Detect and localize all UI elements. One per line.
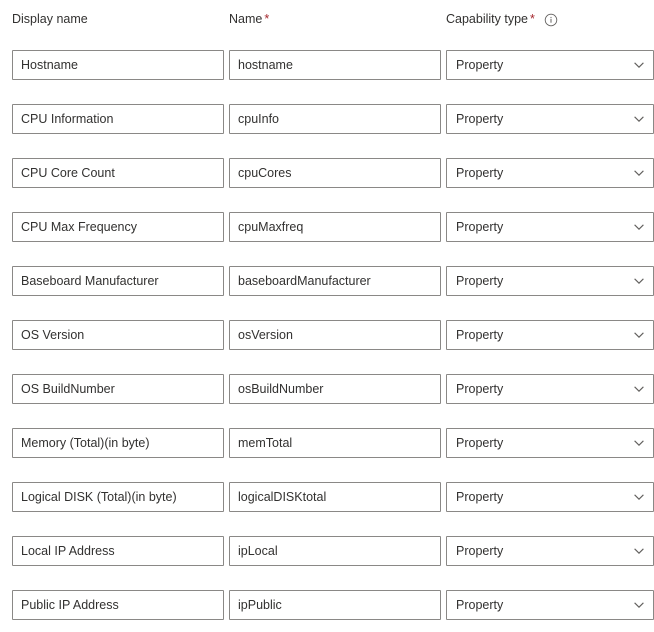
- display-name-cell: [12, 428, 224, 458]
- display-name-cell: [12, 482, 224, 512]
- capability-type-cell: [446, 104, 654, 134]
- name-input[interactable]: [229, 212, 441, 242]
- chevron-down-icon: [633, 599, 645, 611]
- display-name-input[interactable]: [12, 266, 224, 296]
- display-name-input[interactable]: [12, 428, 224, 458]
- capability-type-select[interactable]: [446, 428, 654, 458]
- display-name-input[interactable]: [12, 320, 224, 350]
- display-name-cell: [12, 212, 224, 242]
- display-name-cell: [12, 50, 224, 80]
- display-name-input[interactable]: [12, 158, 224, 188]
- column-header-capability-type: [446, 11, 654, 27]
- table-row: [0, 362, 654, 416]
- display-name-input[interactable]: [12, 374, 224, 404]
- capability-type-value: Property: [456, 112, 504, 126]
- capability-type-select-box[interactable]: [446, 482, 654, 512]
- capability-type-value: Property: [456, 490, 504, 504]
- column-header-capability-type-text: Capability type: [446, 12, 528, 26]
- capability-type-cell: [446, 590, 654, 620]
- chevron-down-icon: [633, 221, 645, 233]
- capability-type-value: Property: [456, 166, 504, 180]
- capability-type-select[interactable]: [446, 212, 654, 242]
- display-name-cell: [12, 590, 224, 620]
- name-input[interactable]: [229, 158, 441, 188]
- required-asterisk: *: [530, 12, 535, 26]
- column-header-display-name: Display name: [12, 12, 88, 26]
- name-input[interactable]: [229, 428, 441, 458]
- capability-type-select-box[interactable]: [446, 50, 654, 80]
- name-input[interactable]: [229, 50, 441, 80]
- capability-type-select[interactable]: [446, 266, 654, 296]
- table-row: [0, 308, 654, 362]
- column-header-name-text: Name: [229, 12, 263, 26]
- capability-type-cell: [446, 428, 654, 458]
- capability-type-value: Property: [456, 436, 504, 450]
- capability-type-cell: [446, 266, 654, 296]
- table-row: [0, 416, 654, 470]
- display-name-input[interactable]: [12, 590, 224, 620]
- capability-type-select[interactable]: [446, 50, 654, 80]
- capability-type-cell: [446, 320, 654, 350]
- capability-type-select[interactable]: [446, 104, 654, 134]
- capability-rows: [0, 38, 654, 632]
- display-name-cell: [12, 266, 224, 296]
- chevron-down-icon: [633, 383, 645, 395]
- chevron-down-icon: [633, 437, 645, 449]
- capability-type-select-box[interactable]: [446, 320, 654, 350]
- capability-type-value: Property: [456, 328, 504, 342]
- capability-type-select[interactable]: [446, 320, 654, 350]
- name-input[interactable]: [229, 536, 441, 566]
- table-row: [0, 200, 654, 254]
- capability-type-select[interactable]: [446, 374, 654, 404]
- capability-type-value: Property: [456, 220, 504, 234]
- chevron-down-icon: [633, 275, 645, 287]
- display-name-cell: [12, 320, 224, 350]
- capability-type-select-box[interactable]: [446, 374, 654, 404]
- name-cell: [229, 158, 441, 188]
- capability-type-cell: [446, 50, 654, 80]
- column-header-name: [229, 11, 441, 27]
- display-name-input[interactable]: [12, 50, 224, 80]
- capability-type-select-box[interactable]: [446, 212, 654, 242]
- capability-type-value: Property: [456, 382, 504, 396]
- column-headers: [0, 6, 654, 32]
- table-row: [0, 254, 654, 308]
- name-input[interactable]: [229, 266, 441, 296]
- table-row: [0, 146, 654, 200]
- chevron-down-icon: [633, 167, 645, 179]
- required-asterisk: *: [264, 12, 270, 26]
- name-input[interactable]: [229, 320, 441, 350]
- chevron-down-icon: [633, 491, 645, 503]
- capability-type-value: Property: [456, 58, 504, 72]
- name-cell: [229, 482, 441, 512]
- table-row: [0, 578, 654, 632]
- display-name-cell: [12, 158, 224, 188]
- display-name-cell: [12, 536, 224, 566]
- display-name-input[interactable]: [12, 104, 224, 134]
- name-input[interactable]: [229, 104, 441, 134]
- chevron-down-icon: [633, 59, 645, 71]
- table-row: [0, 38, 654, 92]
- chevron-down-icon: [633, 545, 645, 557]
- name-cell: [229, 320, 441, 350]
- name-input[interactable]: [229, 374, 441, 404]
- display-name-cell: [12, 104, 224, 134]
- capability-type-select[interactable]: [446, 158, 654, 188]
- name-cell: [229, 212, 441, 242]
- chevron-down-icon: [633, 113, 645, 125]
- capability-type-select-box[interactable]: [446, 158, 654, 188]
- display-name-input[interactable]: [12, 482, 224, 512]
- name-input[interactable]: [229, 590, 441, 620]
- capability-type-select-box[interactable]: [446, 104, 654, 134]
- capability-type-select[interactable]: [446, 536, 654, 566]
- capability-type-select[interactable]: [446, 482, 654, 512]
- capability-type-value: Property: [456, 274, 504, 288]
- capability-type-select-box[interactable]: [446, 536, 654, 566]
- capability-type-cell: [446, 212, 654, 242]
- table-row: [0, 470, 654, 524]
- name-cell: [229, 104, 441, 134]
- name-cell: [229, 590, 441, 620]
- capability-type-select-box[interactable]: [446, 428, 654, 458]
- table-row: [0, 524, 654, 578]
- name-cell: [229, 428, 441, 458]
- capability-type-select-box[interactable]: [446, 590, 654, 620]
- table-row: [0, 92, 654, 146]
- chevron-down-icon: [633, 329, 645, 341]
- name-cell: [229, 266, 441, 296]
- name-cell: [229, 374, 441, 404]
- display-name-input[interactable]: [12, 212, 224, 242]
- capability-type-value: Property: [456, 544, 504, 558]
- capability-type-select-box[interactable]: [446, 266, 654, 296]
- display-name-input[interactable]: [12, 536, 224, 566]
- capability-type-cell: [446, 482, 654, 512]
- capability-type-cell: [446, 536, 654, 566]
- capability-type-cell: [446, 374, 654, 404]
- info-icon[interactable]: [544, 13, 558, 27]
- capability-type-select[interactable]: [446, 590, 654, 620]
- capability-type-value: Property: [456, 598, 504, 612]
- name-input[interactable]: [229, 482, 441, 512]
- capability-type-cell: [446, 158, 654, 188]
- name-cell: [229, 50, 441, 80]
- display-name-cell: [12, 374, 224, 404]
- name-cell: [229, 536, 441, 566]
